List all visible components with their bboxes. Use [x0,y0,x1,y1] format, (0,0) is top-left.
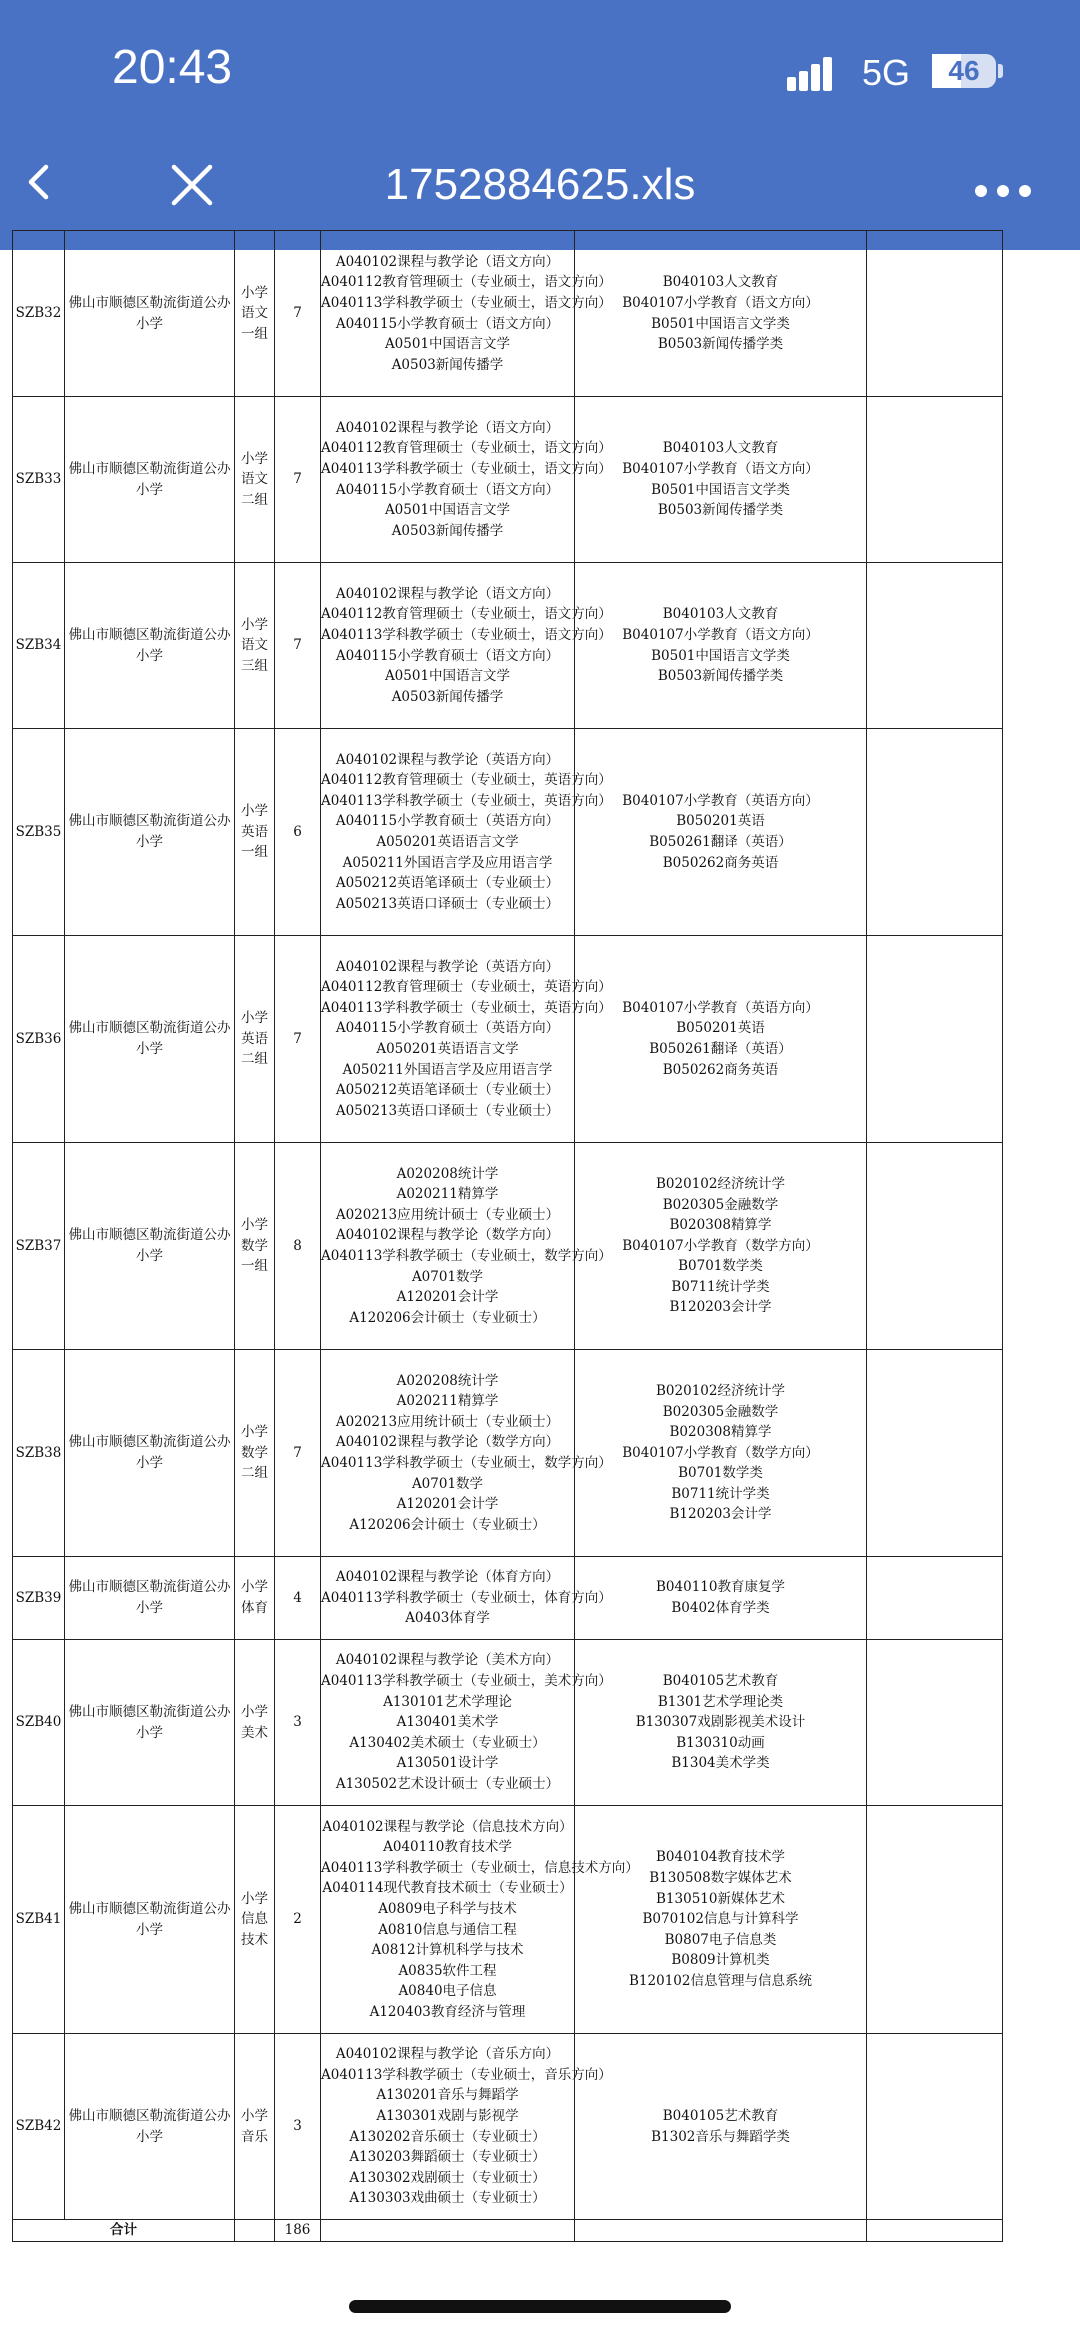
cell-count[interactable]: 4 [275,1557,321,1640]
cell-post[interactable]: 小学美术 [235,1640,275,1806]
bachelor-major: B040105艺术教育 [662,2107,779,2124]
cell-bachelor[interactable] [575,729,867,936]
cell-bachelor[interactable] [575,563,867,729]
master-major: A040112教育管理硕士（专业硕士，语文方向） [321,440,612,457]
master-major: A020211精算学 [396,1393,499,1410]
battery-text: 46 [948,55,980,86]
bachelor-major: B040107小学教育（数学方向） [622,1237,819,1254]
master-major: A0701数学 [411,1268,484,1285]
master-major: A0840电子信息 [398,1983,497,2000]
master-major: A120201会计学 [396,1496,499,1513]
bachelor-major: B020102经济统计学 [656,1175,785,1192]
cell-blank [235,2220,275,2242]
master-major: A040102课程与教学论（英语方向） [335,751,560,768]
job-table [12,230,1003,2242]
master-major: A0501中国语言文学 [384,668,511,685]
master-major: A040113学科教学硕士（专业硕士，信息技术方向） [321,1859,639,1876]
cell-blank [321,2220,575,2242]
bachelor-major: B040107小学教育（英语方向） [622,792,819,809]
bachelor-major: B1301艺术学理论类 [657,1693,784,1710]
cell-code[interactable]: SZB39 [13,1557,65,1640]
cell-master[interactable] [321,397,612,563]
cell-count[interactable]: 7 [275,1350,321,1557]
cell-blank[interactable] [867,2034,1003,2220]
bachelor-major: B0809计算机类 [671,1952,770,1969]
master-major: A040113学科教学硕士（专业硕士，英语方向） [321,792,612,809]
master-major: A0503新闻传播学 [391,356,504,373]
bachelor-major: B040104教育技术学 [656,1849,785,1866]
cell-post[interactable]: 小学数学二组 [235,1350,275,1557]
table-row [13,1350,1003,1557]
master-major: A0403体育学 [405,1610,490,1627]
bachelor-major: B0501中国语言文学类 [651,481,790,498]
bachelor-major: B050262商务英语 [662,1061,779,1078]
battery-icon [932,54,996,88]
cell-school[interactable]: 佛山市顺德区勒流街道公办小学 [65,231,235,397]
master-major: A130101艺术学理论 [383,1693,512,1710]
master-major: A040113学科教学硕士（专业硕士，英语方向） [321,999,612,1016]
master-major: A040102课程与教学论（数学方向） [335,1227,560,1244]
cell-school[interactable]: 佛山市顺德区勒流街道公办小学 [65,1143,235,1350]
master-major: A130301戏剧与影视学 [376,2107,519,2124]
cell-master[interactable] [321,936,612,1143]
cell-master[interactable] [321,729,612,936]
master-major: A020213应用统计硕士（专业硕士） [335,1206,560,1223]
bachelor-major: B0711统计学类 [671,1278,770,1295]
master-major: A050211外国语言学及应用语言学 [342,1061,553,1078]
bachelor-major: B120102信息管理与信息系统 [629,1972,812,1989]
cell-master[interactable] [321,231,612,397]
cell-count[interactable]: 8 [275,1143,321,1350]
total-label: 合计 [13,2220,235,2242]
table-row [13,936,1003,1143]
master-major: A130501设计学 [396,1755,499,1772]
master-major: A040115小学教育硕士（英语方向） [335,813,560,830]
cell-blank[interactable] [867,563,1003,729]
table-row [13,1640,1003,1806]
bachelor-major: B1304美术学类 [671,1755,770,1772]
bachelor-major: B040110教育康复学 [656,1579,785,1596]
master-major: A040113学科教学硕士（专业硕士，语文方向） [321,294,612,311]
master-major: A040113学科教学硕士（专业硕士，美术方向） [321,1673,612,1690]
master-major: A0835软件工程 [398,1962,497,1979]
master-major: A0503新闻传播学 [391,688,504,705]
cell-school[interactable]: 佛山市顺德区勒流街道公办小学 [65,1350,235,1557]
cell-bachelor[interactable] [575,1806,867,2034]
more-icon[interactable] [975,185,1031,197]
cell-count[interactable]: 7 [275,563,321,729]
cell-blank[interactable] [867,1557,1003,1640]
bachelor-major: B0503新闻传播学类 [657,502,784,519]
cell-blank[interactable] [867,1640,1003,1806]
bachelor-major: B070102信息与计算科学 [642,1911,799,1928]
master-major: A020213应用统计硕士（专业硕士） [335,1413,560,1430]
bachelor-major: B040103人文教育 [662,274,779,291]
cell-blank[interactable] [867,1143,1003,1350]
cell-school[interactable]: 佛山市顺德区勒流街道公办小学 [65,729,235,936]
master-major: A040102课程与教学论（体育方向） [335,1569,560,1586]
cell-post[interactable]: 小学英语二组 [235,936,275,1143]
master-major: A0501中国语言文学 [384,336,511,353]
bachelor-major: B0402体育学类 [671,1600,770,1616]
cell-master[interactable] [321,2034,612,2220]
master-major: A040102课程与教学论（美术方向） [335,1652,560,1669]
status-time: 20:43 [112,41,233,94]
cell-school[interactable]: 佛山市顺德区勒流街道公办小学 [65,2034,235,2220]
bachelor-major: B050201英语 [676,1020,765,1037]
master-major: A130303戏曲硕士（专业硕士） [349,2190,546,2207]
bachelor-major: B040107小学教育（语文方向） [622,294,819,311]
bachelor-major: B040103人文教育 [662,606,779,623]
cell-bachelor[interactable] [575,1143,867,1350]
cell-blank[interactable] [867,397,1003,563]
bachelor-major: B020305金融数学 [662,1196,779,1213]
cell-bachelor[interactable] [575,1640,867,1806]
master-major: A120201会计学 [396,1289,499,1306]
master-major: A040112教育管理硕士（专业硕士，英语方向） [321,979,612,996]
master-major: A120206会计硕士（专业硕士） [349,1516,546,1533]
cell-code[interactable]: SZB36 [13,936,65,1143]
table-row [13,2034,1003,2220]
master-major: A040102课程与教学论（语文方向） [335,419,560,436]
bachelor-major: B040103人文教育 [662,440,779,457]
bachelor-major: B040107小学教育（语文方向） [622,460,819,477]
network-type: 5G [862,52,911,93]
cell-code[interactable]: SZB41 [13,1806,65,2034]
master-major: A040112教育管理硕士（专业硕士，语文方向） [321,274,612,291]
master-major: A040112教育管理硕士（专业硕士，语文方向） [321,606,612,623]
top-bar [0,0,1080,250]
cell-code[interactable]: SZB34 [13,563,65,729]
cell-post[interactable]: 小学信息技术 [235,1806,275,2034]
bachelor-major: B050201英语 [676,813,765,830]
master-major: A130302戏剧硕士（专业硕士） [349,2169,546,2186]
bachelor-major: B020308精算学 [669,1217,772,1234]
master-major: A130401美术学 [396,1714,499,1731]
bachelor-major: B050262商务英语 [662,854,779,871]
cell-post[interactable]: 小学体育 [235,1557,275,1640]
cell-blank [575,2220,867,2242]
cell-post[interactable]: 小学语文二组 [235,397,275,563]
cell-count[interactable]: 7 [275,231,321,397]
cell-bachelor[interactable] [575,936,867,1143]
master-major: A130502艺术设计硕士（专业硕士） [335,1775,560,1792]
bachelor-major: B1302音乐与舞蹈学类 [651,2128,790,2145]
battery-tip [998,64,1003,78]
cell-code[interactable]: SZB32 [13,231,65,397]
cell-bachelor[interactable] [575,1557,867,1640]
bachelor-major: B020308精算学 [669,1424,772,1441]
master-major: A0812计算机科学与技术 [371,1942,524,1959]
master-major: A040113学科教学硕士（专业硕士，数学方向） [321,1455,612,1471]
cell-bachelor[interactable] [575,397,867,563]
master-major: A040113学科教学硕士（专业硕士，音乐方向） [321,2066,612,2083]
table-row [13,1557,1003,1640]
master-major: A040113学科教学硕士（专业硕士，语文方向） [321,626,612,643]
table-row [13,231,1003,397]
cell-count[interactable]: 3 [275,2034,321,2220]
master-major: A020208统计学 [396,1372,499,1389]
master-major: A040113学科教学硕士（专业硕士，体育方向） [321,1589,612,1606]
master-major: A050213英语口译硕士（专业硕士） [335,895,560,912]
master-major: A040113学科教学硕士（专业硕士，语文方向） [321,460,612,477]
master-major: A040102课程与教学论（语文方向） [335,585,560,602]
cell-blank[interactable] [867,1806,1003,2034]
master-major: A040115小学教育硕士（语文方向） [335,315,560,332]
master-major: A050211外国语言学及应用语言学 [342,854,553,871]
bachelor-major: B040107小学教育（数学方向） [622,1444,819,1461]
cell-post[interactable]: 小学英语一组 [235,729,275,936]
master-major: A050201英语语言文学 [376,1041,519,1057]
master-major: A0503新闻传播学 [391,522,504,539]
bachelor-major: B020102经济统计学 [656,1382,785,1399]
master-major: A040102课程与教学论（英语方向） [335,958,560,975]
bachelor-major: B020305金融数学 [662,1403,779,1420]
bachelor-major: B130307戏剧影视美术设计 [635,1714,806,1731]
cell-bachelor[interactable] [575,1350,867,1557]
master-major: A040102课程与教学论（数学方向） [335,1434,560,1451]
bachelor-major: B130310动画 [676,1734,765,1751]
master-major: A0809电子科学与技术 [378,1900,517,1917]
table-row [13,1143,1003,1350]
bachelor-major: B0503新闻传播学类 [657,668,784,685]
master-major: A040102课程与教学论（信息技术方向） [322,1818,573,1835]
cell-master[interactable] [321,1806,639,2034]
master-major: A0810信息与通信工程 [378,1921,517,1938]
cell-master[interactable] [321,1640,612,1806]
cell-master[interactable] [321,1557,612,1640]
table-row [13,397,1003,563]
cell-school[interactable]: 佛山市顺德区勒流街道公办小学 [65,936,235,1143]
cell-code[interactable]: SZB40 [13,1640,65,1806]
cell-count[interactable]: 7 [275,936,321,1143]
bachelor-major: B130510新媒体艺术 [656,1890,785,1907]
cell-count[interactable]: 2 [275,1806,321,2034]
bachelor-major: B050261翻译（英语） [649,1041,792,1057]
master-major: A040115小学教育硕士（英语方向） [335,1020,560,1037]
master-major: A0701数学 [411,1475,484,1492]
master-major: A040112教育管理硕士（专业硕士，英语方向） [321,772,612,789]
master-major: A0501中国语言文学 [384,502,511,519]
cell-post[interactable]: 小学数学一组 [235,1143,275,1350]
cell-school[interactable]: 佛山市顺德区勒流街道公办小学 [65,563,235,729]
cell-master[interactable] [321,563,612,729]
master-major: A130203舞蹈硕士（专业硕士） [349,2149,546,2166]
master-major: A120206会计硕士（专业硕士） [349,1309,546,1326]
bachelor-major: B040105艺术教育 [662,1673,779,1690]
cell-post[interactable]: 小学音乐 [235,2034,275,2220]
master-major: A040115小学教育硕士（语文方向） [335,647,560,664]
bachelor-major: B0711统计学类 [671,1485,770,1502]
bachelor-major: B050261翻译（英语） [649,834,792,850]
bachelor-major: B0701数学类 [678,1258,763,1275]
cell-count[interactable]: 7 [275,397,321,563]
cell-school[interactable]: 佛山市顺德区勒流街道公办小学 [65,1640,235,1806]
bachelor-major: B130508数字媒体艺术 [649,1870,792,1887]
cell-blank[interactable] [867,936,1003,1143]
home-indicator[interactable] [349,2300,731,2313]
cell-code[interactable]: SZB33 [13,397,65,563]
master-major: A020211精算学 [396,1186,499,1203]
master-major: A040110教育技术学 [383,1839,512,1856]
bachelor-major: B0807电子信息类 [664,1931,777,1948]
cell-school[interactable]: 佛山市顺德区勒流街道公办小学 [65,1557,235,1640]
master-major: A040113学科教学硕士（专业硕士，数学方向） [321,1248,612,1264]
bachelor-major: B040107小学教育（语文方向） [622,626,819,643]
cell-code[interactable]: SZB35 [13,729,65,936]
file-title: 1752884625.xls [384,160,696,209]
cell-bachelor[interactable] [575,2034,867,2220]
table-row [13,1806,1003,2034]
cell-post[interactable]: 小学语文三组 [235,563,275,729]
cell-code[interactable]: SZB37 [13,1143,65,1350]
master-major: A050212英语笔译硕士（专业硕士） [335,1082,560,1099]
master-major: A040102课程与教学论（音乐方向） [335,2046,560,2063]
cell-code[interactable]: SZB38 [13,1350,65,1557]
master-major: A050201英语语言文学 [376,834,519,850]
bachelor-major: B040107小学教育（英语方向） [622,999,819,1016]
cell-master[interactable] [321,1143,612,1350]
cell-count[interactable]: 3 [275,1640,321,1806]
bachelor-major: B120203会计学 [669,1506,772,1523]
bachelor-major: B0501中国语言文学类 [651,315,790,332]
spreadsheet-view[interactable] [0,250,1080,2250]
cell-code[interactable]: SZB42 [13,2034,65,2220]
cell-blank[interactable] [867,231,1003,397]
total-row [13,2220,1003,2242]
cell-school[interactable]: 佛山市顺德区勒流街道公办小学 [65,1806,235,2034]
cell-bachelor[interactable] [575,231,867,397]
bachelor-major: B120203会计学 [669,1299,772,1316]
master-major: A130402美术硕士（专业硕士） [349,1734,546,1751]
cell-blank [867,2220,1003,2242]
master-major: A050213英语口译硕士（专业硕士） [335,1102,560,1119]
cell-blank[interactable] [867,1350,1003,1557]
bachelor-major: B0503新闻传播学类 [657,336,784,353]
total-count: 186 [275,2220,321,2242]
table-row [13,563,1003,729]
master-major: A020208统计学 [396,1165,499,1182]
signal-icon [787,55,845,91]
cell-master[interactable] [321,1350,612,1557]
master-major: A040114现代教育技术硕士（专业硕士） [322,1880,573,1897]
master-major: A130202音乐硕士（专业硕士） [349,2128,546,2145]
master-major: A040102课程与教学论（语文方向） [335,253,560,270]
cell-school[interactable]: 佛山市顺德区勒流街道公办小学 [65,397,235,563]
cell-blank[interactable] [867,729,1003,936]
bachelor-major: B0701数学类 [678,1465,763,1482]
table-row [13,729,1003,936]
master-major: A050212英语笔译硕士（专业硕士） [335,875,560,892]
cell-count[interactable]: 6 [275,729,321,936]
master-major: A040115小学教育硕士（语文方向） [335,481,560,498]
cell-post[interactable]: 小学语文一组 [235,231,275,397]
bachelor-major: B0501中国语言文学类 [651,647,790,664]
master-major: A120403教育经济与管理 [369,2003,526,2020]
master-major: A130201音乐与舞蹈学 [376,2087,519,2104]
